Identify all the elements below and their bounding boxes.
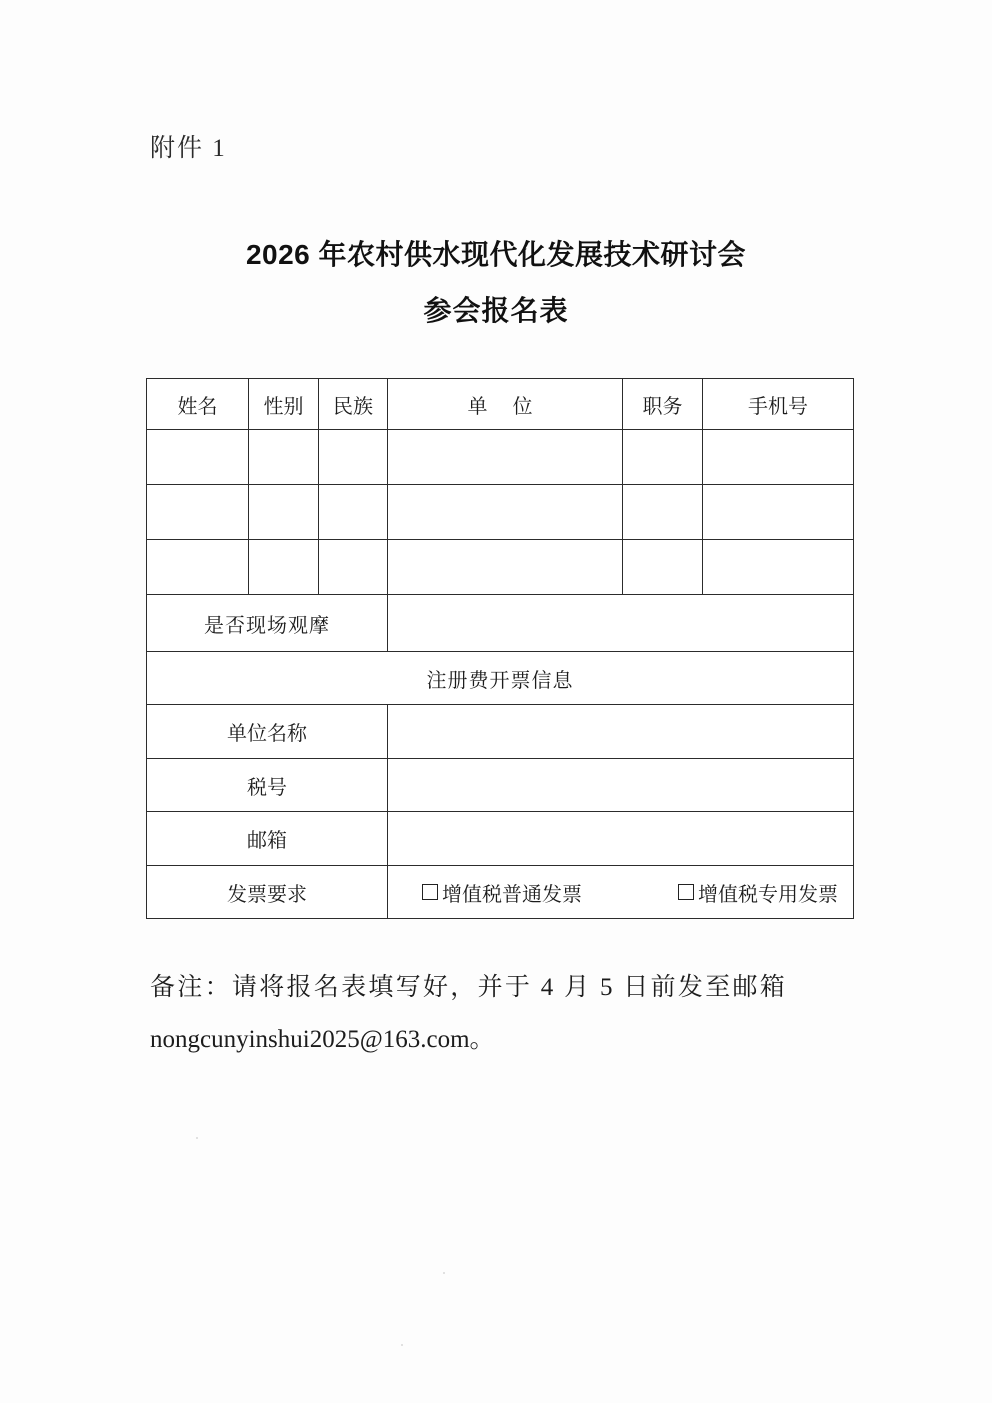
cell-name[interactable] [147,430,249,485]
cell-phone[interactable] [703,540,854,595]
header-cell-gender: 性别 [249,379,319,430]
invoice-field-row-tax-number [147,759,854,812]
onsite-observation-row [147,595,854,652]
header-cell-position: 职务 [623,379,703,430]
invoice-requirement-options [388,866,854,919]
invoice-section-title: 注册费开票信息 [147,652,854,705]
invoice-requirement-row [147,866,854,919]
cell-position[interactable] [623,430,703,485]
header-cell-phone: 手机号 [703,379,854,430]
cell-gender[interactable] [249,430,319,485]
table-row [147,485,854,540]
invoice-field-row-company [147,705,854,759]
cell-unit[interactable] [388,485,623,540]
footer-note [150,962,870,1066]
invoice-option-special[interactable] [678,878,838,907]
cell-ethnicity[interactable] [319,540,388,595]
cell-gender[interactable] [249,540,319,595]
table-row [147,540,854,595]
cell-name[interactable] [147,485,249,540]
onsite-observation-value[interactable] [388,595,854,652]
invoice-field-row-email [147,812,854,866]
registration-form-table [146,378,854,919]
cell-position[interactable] [623,540,703,595]
checkbox-icon[interactable] [422,884,438,900]
invoice-requirement-label: 发票要求 [147,866,388,919]
cell-ethnicity[interactable] [319,485,388,540]
invoice-section-title-row [147,652,854,705]
invoice-option-general[interactable] [422,878,582,907]
header-cell-unit: 单 位 [388,379,623,430]
scan-speck [401,1344,403,1346]
cell-phone[interactable] [703,485,854,540]
scan-speck [196,1137,198,1139]
cell-position[interactable] [623,485,703,540]
header-cell-ethnicity: 民族 [319,379,388,430]
footer-note-line-2: nongcunyinshui2025@163.com。 [150,1026,495,1053]
checkbox-icon[interactable] [678,884,694,900]
invoice-field-label-company: 单位名称 [147,705,388,759]
table-row [147,430,854,485]
document-title-line-2: 参会报名表 [423,295,569,326]
cell-unit[interactable] [388,540,623,595]
invoice-field-value-email[interactable] [388,812,854,866]
invoice-field-value-company[interactable] [388,705,854,759]
document-title-line-1: 2026 年农村供水现代化发展技术研讨会 [245,239,747,270]
cell-gender[interactable] [249,485,319,540]
header-cell-name: 姓名 [147,379,249,430]
invoice-field-label-email: 邮箱 [147,812,388,866]
cell-name[interactable] [147,540,249,595]
cell-ethnicity[interactable] [319,430,388,485]
scan-speck [443,1272,445,1274]
cell-unit[interactable] [388,430,623,485]
invoice-option-general-label: 增值税普通发票 [442,883,582,906]
invoice-option-special-label: 增值税专用发票 [698,883,838,906]
invoice-field-label-tax-number: 税号 [147,759,388,812]
attachment-label: 附件 1 [150,135,227,162]
footer-note-line-1: 备注：请将报名表填写好，并于 4 月 5 日前发至邮箱 [150,974,788,1001]
onsite-observation-label: 是否现场观摩 [147,595,388,652]
invoice-field-value-tax-number[interactable] [388,759,854,812]
cell-phone[interactable] [703,430,854,485]
table-header-row [147,379,854,430]
